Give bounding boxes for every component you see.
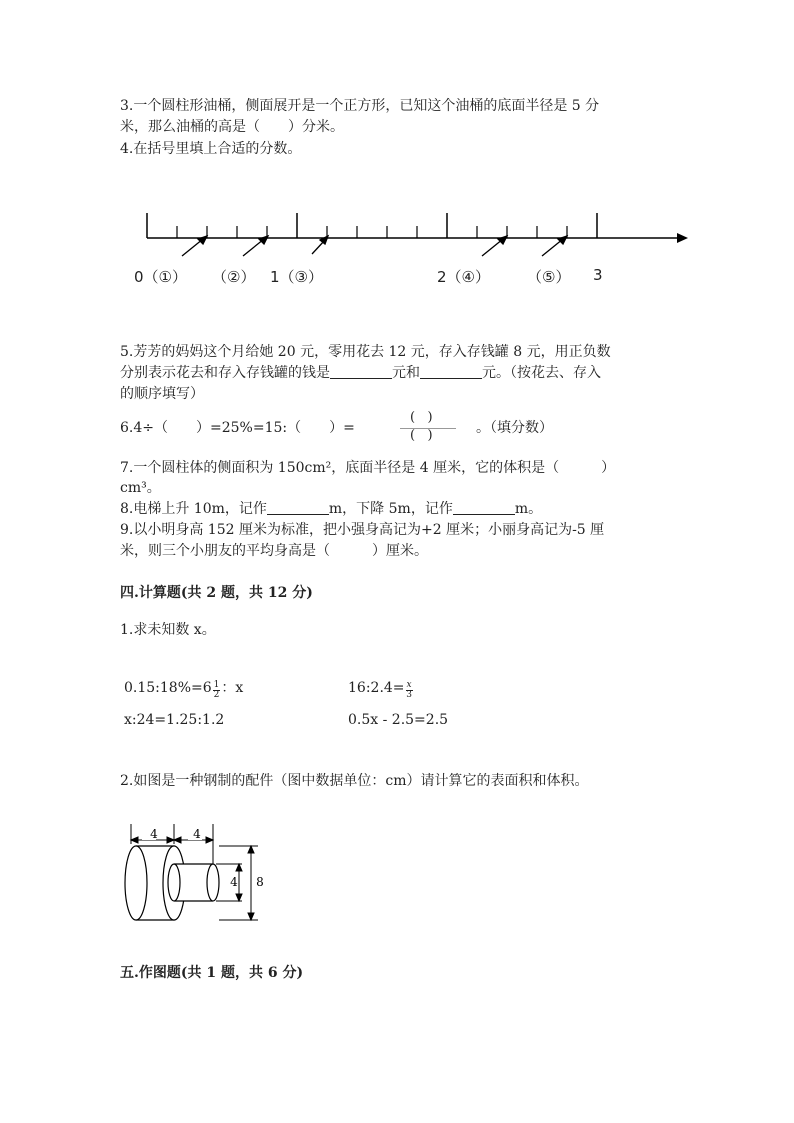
eq1-right: ：x (221, 680, 244, 696)
q6-suffix: 。（填分数） (476, 420, 553, 436)
q9-line2: 米，则三个小朋友的平均身高是（ ）厘米。 (120, 543, 428, 559)
dim-outer: 8 (256, 875, 264, 889)
q5-text-a: 分别表示花去和存入存钱罐的钱是 (120, 365, 330, 381)
equation-2 (348, 678, 414, 700)
nl-label-2: （②） (212, 268, 256, 286)
section5-heading: 五.作图题(共 1 题，共 6 分) (120, 965, 304, 981)
nl-label-5: （⑤） (527, 268, 571, 286)
eq1-mixed-fraction: $\frac{1}{2}$ (213, 680, 220, 700)
q5-text-b: 元和 (392, 365, 420, 381)
nl-label-0: 0（①） (134, 268, 187, 286)
q5-line1: 5.芳芳的妈妈这个月给她 20 元，零用花去 12 元，存入存钱罐 8 元，用正负数 (120, 344, 611, 360)
q8-blank-2[interactable] (453, 500, 515, 515)
nl-label-3: 3 (593, 266, 603, 284)
section4-heading: 四.计算题(共 2 题，共 12 分) (120, 585, 313, 601)
q7-line1: 7.一个圆柱体的侧面积为 150cm²，底面半径是 4 厘米，它的体积是（ ） (120, 460, 616, 476)
equation-1 (124, 678, 243, 700)
q8-line (120, 499, 542, 520)
q8-text-a: 8.电梯上升 10m，记作 (120, 501, 267, 517)
dim-top-left: 4 (150, 827, 158, 841)
eq1-left: 0.15:18%=6 (124, 680, 212, 696)
cylinder-part-figure (118, 822, 278, 926)
small-cylinder (168, 864, 219, 901)
dim-top-right: 4 (193, 827, 201, 841)
q3-line1: 3.一个圆柱形油桶，侧面展开是一个正方形，已知这个油桶的底面半径是 5 分 (120, 98, 600, 114)
q6-numerator[interactable]: ( ) (410, 410, 433, 425)
s4-q1: 1.求未知数 x。 (120, 622, 216, 638)
minor-ticks (177, 226, 567, 238)
q8-text-b: m，下降 5m，记作 (328, 501, 453, 517)
q5-line2 (120, 363, 601, 384)
q3-line2: 米，那么油桶的高是（ ）分米。 (120, 119, 344, 135)
q4-text: 4.在括号里填上合适的分数。 (120, 141, 302, 157)
q5-blank-1[interactable] (330, 364, 392, 379)
q5-blank-2[interactable] (420, 364, 482, 379)
q5-text-c: 元。（按花去、存入 (482, 365, 601, 381)
pointer-arrows (182, 236, 567, 256)
q9-line1: 9.以小明身高 152 厘米为标准，把小强身高记为+2 厘米；小丽身高记为-5 厘 (120, 522, 605, 538)
q6-fraction (400, 412, 456, 446)
number-line (0, 200, 794, 260)
number-line-arrowhead (677, 233, 688, 243)
q8-blank-1[interactable] (267, 500, 329, 515)
q8-text-c: m。 (514, 501, 543, 517)
equation-3: x:24=1.25:1.2 (124, 712, 225, 728)
dim-inner: 4 (230, 875, 238, 889)
q6-prefix: 6.4÷（ ）=25%=15:（ ）= (120, 420, 355, 436)
eq2-left: 16:2.4= (348, 680, 405, 696)
nl-label-4: 2（④） (437, 268, 490, 286)
q6-denominator[interactable]: ( ) (410, 428, 433, 443)
equation-4: 0.5x - 2.5=2.5 (348, 712, 449, 728)
q7-line2: cm³。 (120, 480, 161, 496)
s4-q2: 2.如图是一种钢制的配件（图中数据单位：cm）请计算它的表面积和体积。 (120, 773, 589, 789)
nl-label-1: 1（③） (270, 268, 323, 286)
q5-line3: 的顺序填写） (120, 386, 204, 402)
eq2-fraction: $\frac{x}{3}$ (406, 680, 412, 700)
